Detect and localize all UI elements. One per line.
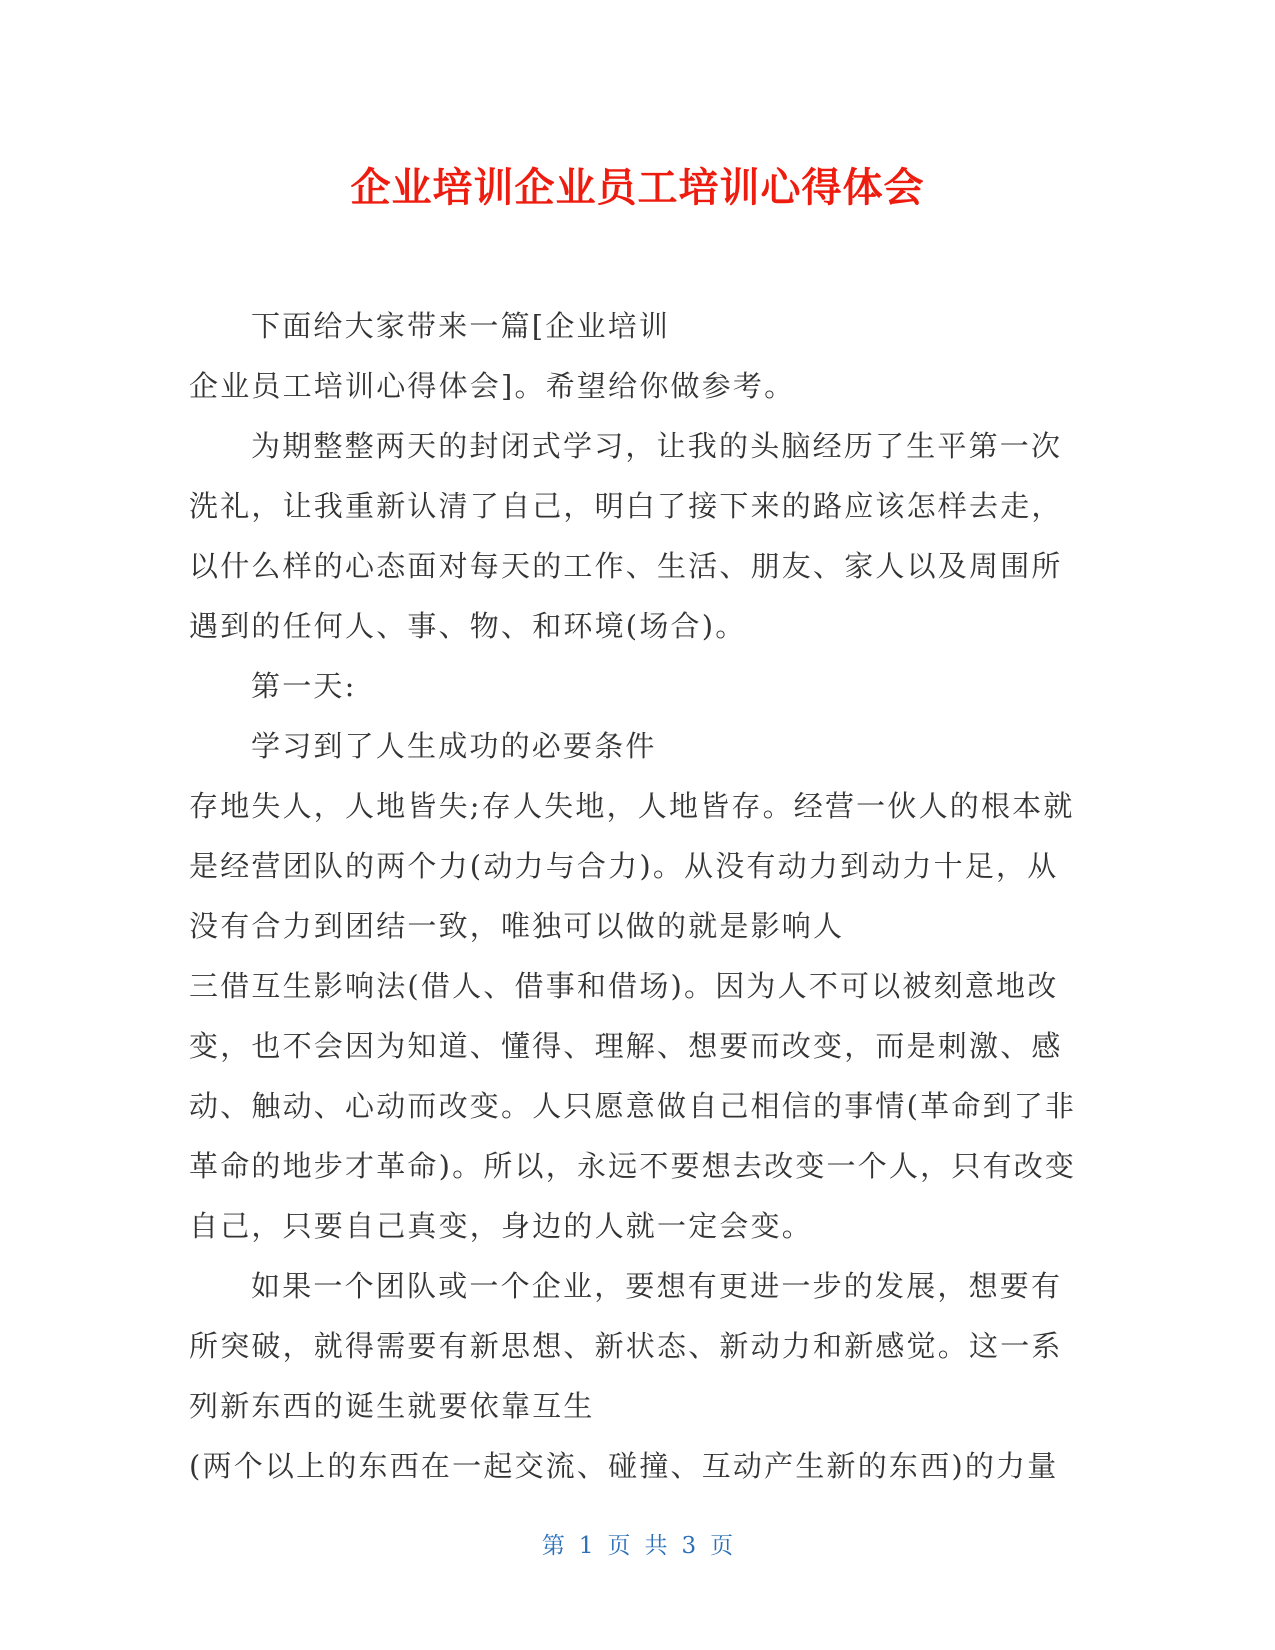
paragraph-team-power: 存地失人，人地皆失;存人失地，人地皆存。经营一伙人的根本就是经营团队的两个力(动力与合力)。从没有动力到动力十足，从没有合力到团结一致，唯独可以做的就是影响人 [189, 789, 1075, 943]
document-body [189, 296, 1089, 1496]
paragraph-influence-method: 三借互生影响法(借人、借事和借场)。因为人不可以被刻意地改变，也不会因为知道、懂得、理解、想要而改变，而是刺激、感动、触动、心动而改变。人只愿意做自己相信的事情(革命到了非革命的地步才革命)。所以，永远不要想去改变一个人，只有改变自己，只要自己真变，身边的人就一定会变。 [189, 969, 1077, 1243]
paragraph-breakthrough: 如果一个团队或一个企业，要想有更进一步的发展，想要有所突破，就得需要有新思想、新状态、新动力和新感觉。这一系列新东西的诞生就要依靠互生 [189, 1269, 1063, 1423]
paragraph-lesson-heading: 学习到了人生成功的必要条件 [251, 729, 657, 763]
footer-suffix: 页 [710, 1533, 734, 1559]
footer-page-word: 页 [607, 1533, 631, 1559]
footer-current-page: 1 [578, 1533, 594, 1559]
page-number-footer [0, 1531, 1275, 1561]
paragraph-overview: 为期整整两天的封闭式学习，让我的头脑经历了生平第一次洗礼，让我重新认清了自己，明白了接下来的路应该怎样去走，以什么样的心态面对每天的工作、生活、朋友、家人以及周围所遇到的任何人、事、物、和环境(场合)。 [189, 429, 1063, 643]
paragraph-mutual-power: (两个以上的东西在一起交流、碰撞、互动产生新的东西)的力量 [189, 1449, 1059, 1483]
paragraph-intro-2: 企业员工培训心得体会]。希望给你做参考。 [189, 369, 796, 403]
footer-prefix: 第 [541, 1533, 565, 1559]
paragraph-day-one: 第一天: [251, 669, 357, 703]
document-title: 企业培训企业员工培训心得体会 [350, 165, 925, 211]
paragraph-intro-1: 下面给大家带来一篇[企业培训 [251, 309, 671, 343]
footer-total-pages: 3 [681, 1533, 697, 1559]
footer-total-word: 共 [644, 1533, 668, 1559]
